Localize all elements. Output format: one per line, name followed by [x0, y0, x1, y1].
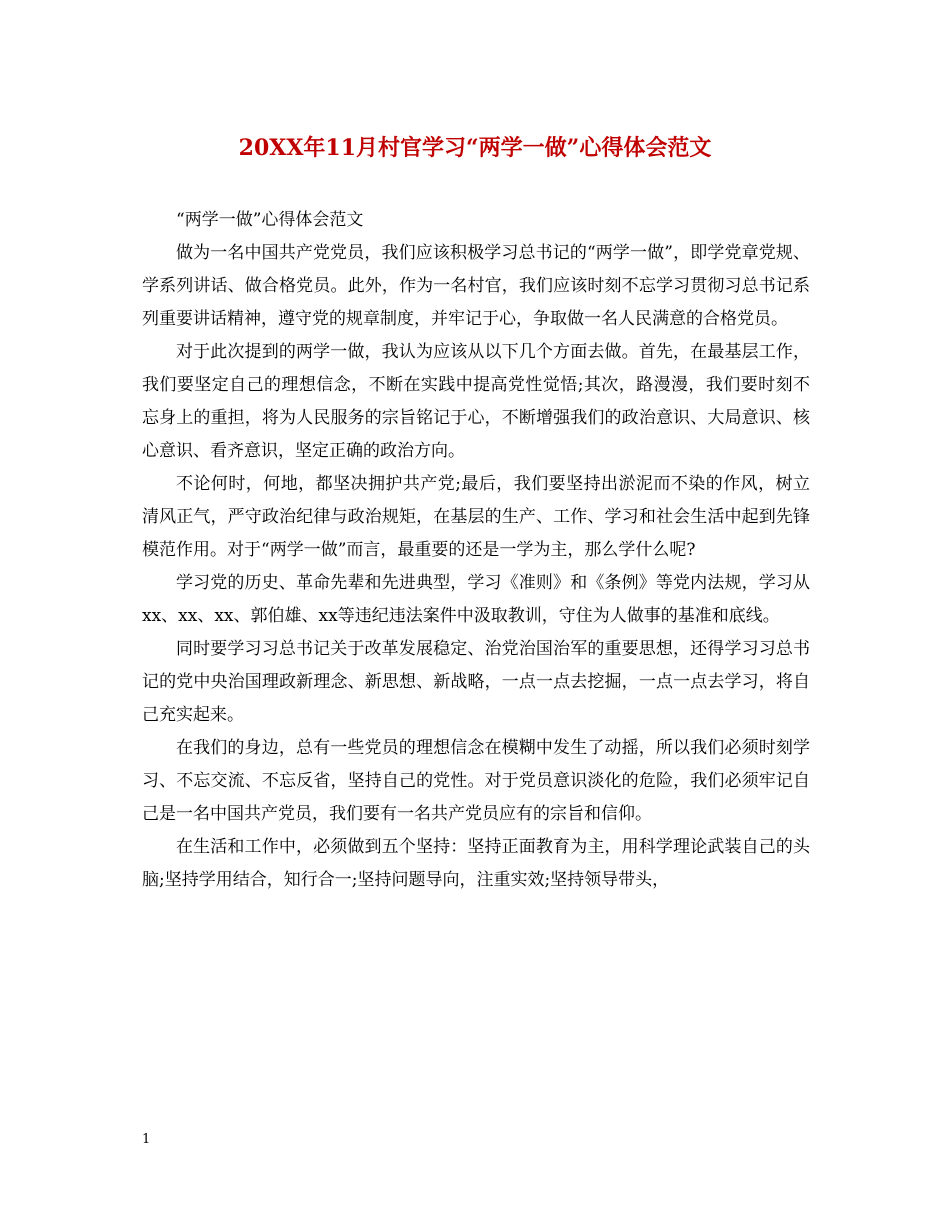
paragraph: 在生活和工作中，必须做到五个坚持：坚持正面教育为主，用科学理论武装自己的头脑;坚持学用结合，知行合一;坚持问题导向，注重实效;坚持领导带头， [142, 837, 810, 890]
paragraph-subtitle: “两学一做”心得体会范文 [176, 210, 364, 230]
page-number: 1 [142, 1132, 151, 1147]
paragraph: 学习党的历史、革命先辈和先进典型，学习《准则》和《条例》等党内法规，学习从xx、xx、xx、郭伯雄、xx等违纪违法案件中汲取教训，守住为人做事的基准和底线。 [142, 573, 810, 626]
document-title: 20XX年11月村官学习“两学一做”心得体会范文 [238, 135, 712, 161]
paragraph: 同时要学习习总书记关于改革发展稳定、治党治国治军的重要思想，还得学习习总书记的党中央治国理政新理念、新思想、新战略，一点一点去挖掘，一点一点去学习，将自己充实起来。 [142, 639, 810, 725]
paragraph: 对于此次提到的两学一做，我认为应该从以下几个方面去做。首先，在最基层工作，我们要坚定自己的理想信念，不断在实践中提高党性觉悟;其次，路漫漫，我们要时刻不忘身上的重担，将为人民服务的宗旨铭记于心，不断增强我们的政治意识、大局意识、核心意识、看齐意识，坚定正确的政治方向。 [142, 342, 810, 461]
document-body [142, 204, 810, 897]
paragraph: 不论何时，何地，都坚决拥护共产党;最后，我们要坚持出淤泥而不染的作风，树立清风正气，严守政治纪律与政治规矩，在基层的生产、工作、学习和社会生活中起到先锋模范作用。对于“两学一做”而言，最重要的还是一学为主，那么学什么呢? [142, 474, 810, 560]
paragraph: 在我们的身边，总有一些党员的理想信念在模糊中发生了动摇，所以我们必须时刻学习、不忘交流、不忘反省，坚持自己的党性。对于党员意识淡化的危险，我们必须牢记自己是一名中国共产党员，我们要有一名共产党员应有的宗旨和信仰。 [142, 738, 810, 824]
paragraph: 做为一名中国共产党党员，我们应该积极学习总书记的“两学一做”，即学党章党规、学系列讲话、做合格党员。此外，作为一名村官，我们应该时刻不忘学习贯彻习总书记系列重要讲话精神，遵守党的规章制度，并牢记于心，争取做一名人民满意的合格党员。 [142, 243, 810, 329]
